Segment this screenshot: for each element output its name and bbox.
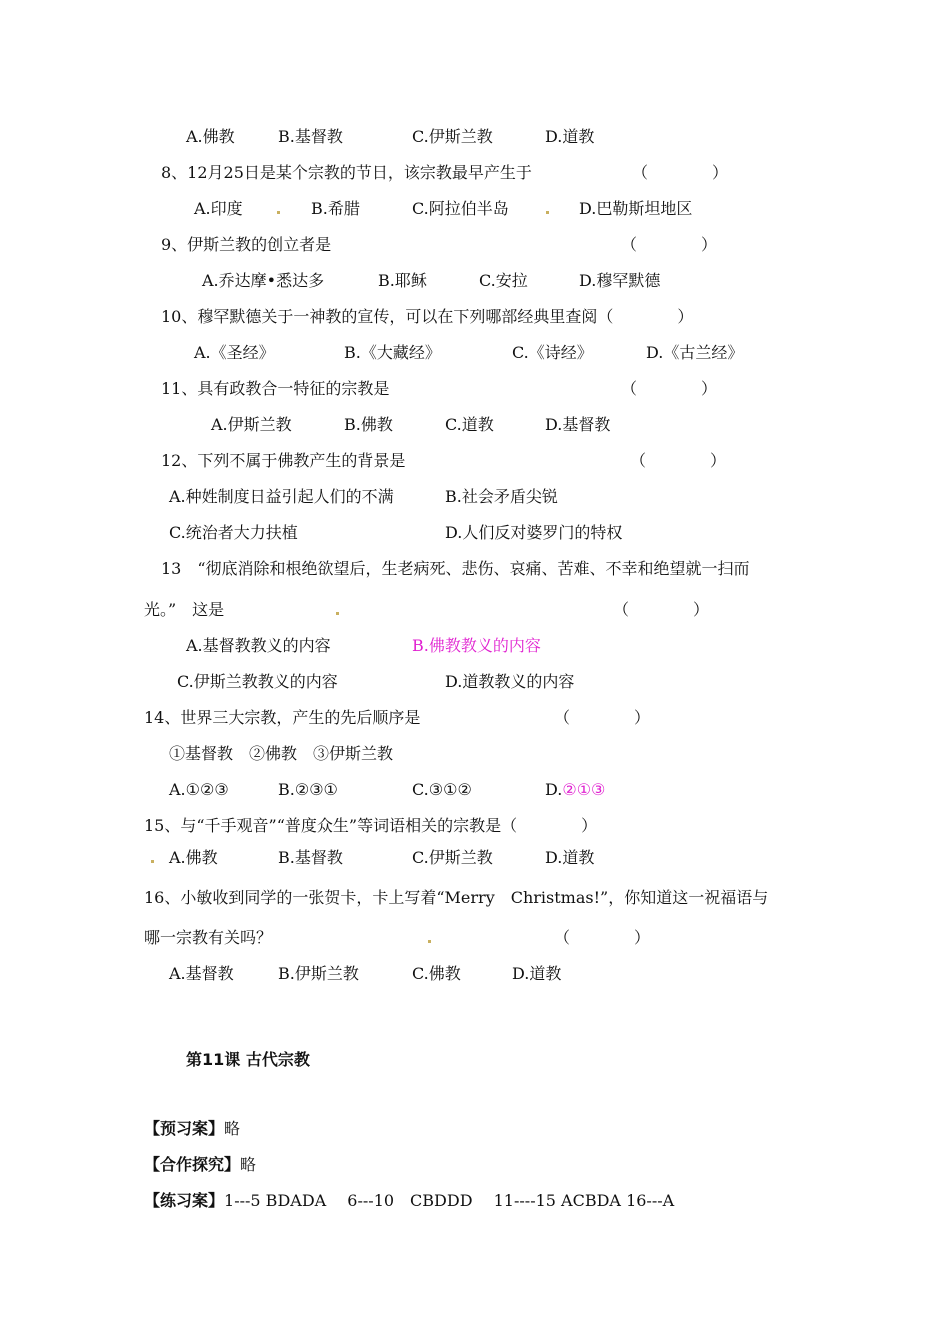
q11-stem: 11、具有政教合一特征的宗教是: [161, 379, 390, 398]
q9-answer-paren: （ ）: [621, 235, 718, 254]
practice-row: [144, 1191, 674, 1211]
q14-items: ①基督教 ②佛教 ③伊斯兰教: [169, 744, 394, 763]
practice-label: 【练习案】: [144, 1191, 225, 1210]
q11-option-d: D.基督教: [545, 415, 611, 434]
q9-option-c: C.安拉: [479, 271, 528, 290]
explore-value: 略: [240, 1155, 257, 1174]
speck: [428, 940, 431, 943]
q11-option-a: A.伊斯兰教: [211, 415, 292, 434]
q14-option-a: A.①②③: [169, 780, 229, 799]
q8-option-b: B.希腊: [311, 199, 360, 218]
q13-option-a: A.基督教教义的内容: [186, 636, 331, 655]
q14-option-b: B.②③①: [278, 780, 338, 799]
speck: [277, 211, 280, 214]
q9-option-d: D.穆罕默德: [579, 271, 661, 290]
explore-row: [144, 1155, 256, 1175]
q14-option-c: C.③①②: [412, 780, 472, 799]
q14-option-d: D.②①③: [545, 780, 606, 799]
q9-option-a: A.乔达摩•悉达多: [202, 271, 325, 290]
q16-stem-continued: 哪一宗教有关吗？: [144, 928, 273, 947]
q12-option-a: A.种姓制度日益引起人们的不满: [169, 487, 394, 506]
q10-option-d: D.《古兰经》: [646, 343, 744, 362]
preview-row: [144, 1119, 240, 1139]
q16-option-c: C.佛教: [412, 964, 461, 983]
q13-answer-paren: （ ）: [613, 600, 710, 619]
q12-stem: 12、下列不属于佛教产生的背景是: [161, 451, 406, 470]
q8-option-c: C.阿拉伯半岛: [412, 199, 509, 218]
q15-option-b: B.基督教: [278, 848, 343, 867]
speck: [336, 612, 339, 615]
q10-option-b: B.《大藏经》: [344, 343, 441, 362]
q15-option-a: A.佛教: [169, 848, 218, 867]
q10-option-c: C.《诗经》: [512, 343, 593, 362]
q7-option-c: C.伊斯兰教: [412, 127, 493, 146]
explore-label: 【合作探究】: [144, 1155, 241, 1174]
q8-answer-paren: （ ）: [632, 163, 729, 182]
q7-option-a: A.佛教: [186, 127, 235, 146]
q16-answer-paren: （ ）: [554, 928, 651, 947]
q7-option-d: D.道教: [545, 127, 595, 146]
q10-option-a: A.《圣经》: [194, 343, 275, 362]
q11-option-b: B.佛教: [344, 415, 393, 434]
q15-option-c: C.伊斯兰教: [412, 848, 493, 867]
q13-option-c: C.伊斯兰教教义的内容: [177, 672, 338, 691]
practice-value: 1---5 BDADA 6---10 CBDDD 11----15 ACBDA 16---A: [224, 1191, 675, 1210]
q12-option-b: B.社会矛盾尖锐: [445, 487, 558, 506]
q13-option-d: D.道教教义的内容: [445, 672, 575, 691]
q8-option-a: A.印度: [194, 199, 243, 218]
q11-option-c: C.道教: [445, 415, 494, 434]
q12-answer-paren: （ ）: [630, 451, 727, 470]
lesson-title: 第11课 古代宗教: [186, 1050, 310, 1069]
q8-option-d: D.巴勒斯坦地区: [579, 199, 693, 218]
speck: [546, 211, 549, 214]
q16-option-b: B.伊斯兰教: [278, 964, 359, 983]
q13-option-b: [412, 636, 541, 656]
q16-option-d: D.道教: [512, 964, 562, 983]
q12-option-c: C.统治者大力扶植: [169, 523, 298, 542]
q13-stem: 13 “彻底消除和根绝欲望后，生老病死、悲伤、哀痛、苦难、不幸和绝望就一扫而: [161, 559, 750, 578]
q14-stem: 14、世界三大宗教，产生的先后顺序是: [144, 708, 421, 727]
q16-option-a: A.基督教: [169, 964, 234, 983]
q7-option-b: B.基督教: [278, 127, 343, 146]
q14-answer-paren: （ ）: [554, 708, 651, 727]
q9-stem: 9、伊斯兰教的创立者是: [161, 235, 332, 254]
q12-option-d: D.人们反对婆罗门的特权: [445, 523, 623, 542]
q15-option-d: D.道教: [545, 848, 595, 867]
q16-stem: 16、小敏收到同学的一张贺卡，卡上写着“Merry Christmas!”，你知道这一祝福语与: [144, 888, 769, 907]
preview-label: 【预习案】: [144, 1119, 225, 1138]
q9-option-b: B.耶稣: [378, 271, 427, 290]
q11-answer-paren: （ ）: [621, 379, 718, 398]
q13-stem-continued: 光。” 这是: [144, 600, 225, 619]
q15-stem: 15、与“千手观音”“普度众生”等词语相关的宗教是（ ）: [144, 816, 598, 835]
preview-value: 略: [224, 1119, 241, 1138]
q13-option-b-text: B.佛教教义的内容: [412, 636, 541, 655]
q10-stem: 10、穆罕默德关于一神教的宣传，可以在下列哪部经典里查阅（ ）: [161, 307, 694, 326]
q8-stem: 8、12月25日是某个宗教的节日，该宗教最早产生于: [161, 163, 532, 182]
speck: [151, 860, 154, 863]
